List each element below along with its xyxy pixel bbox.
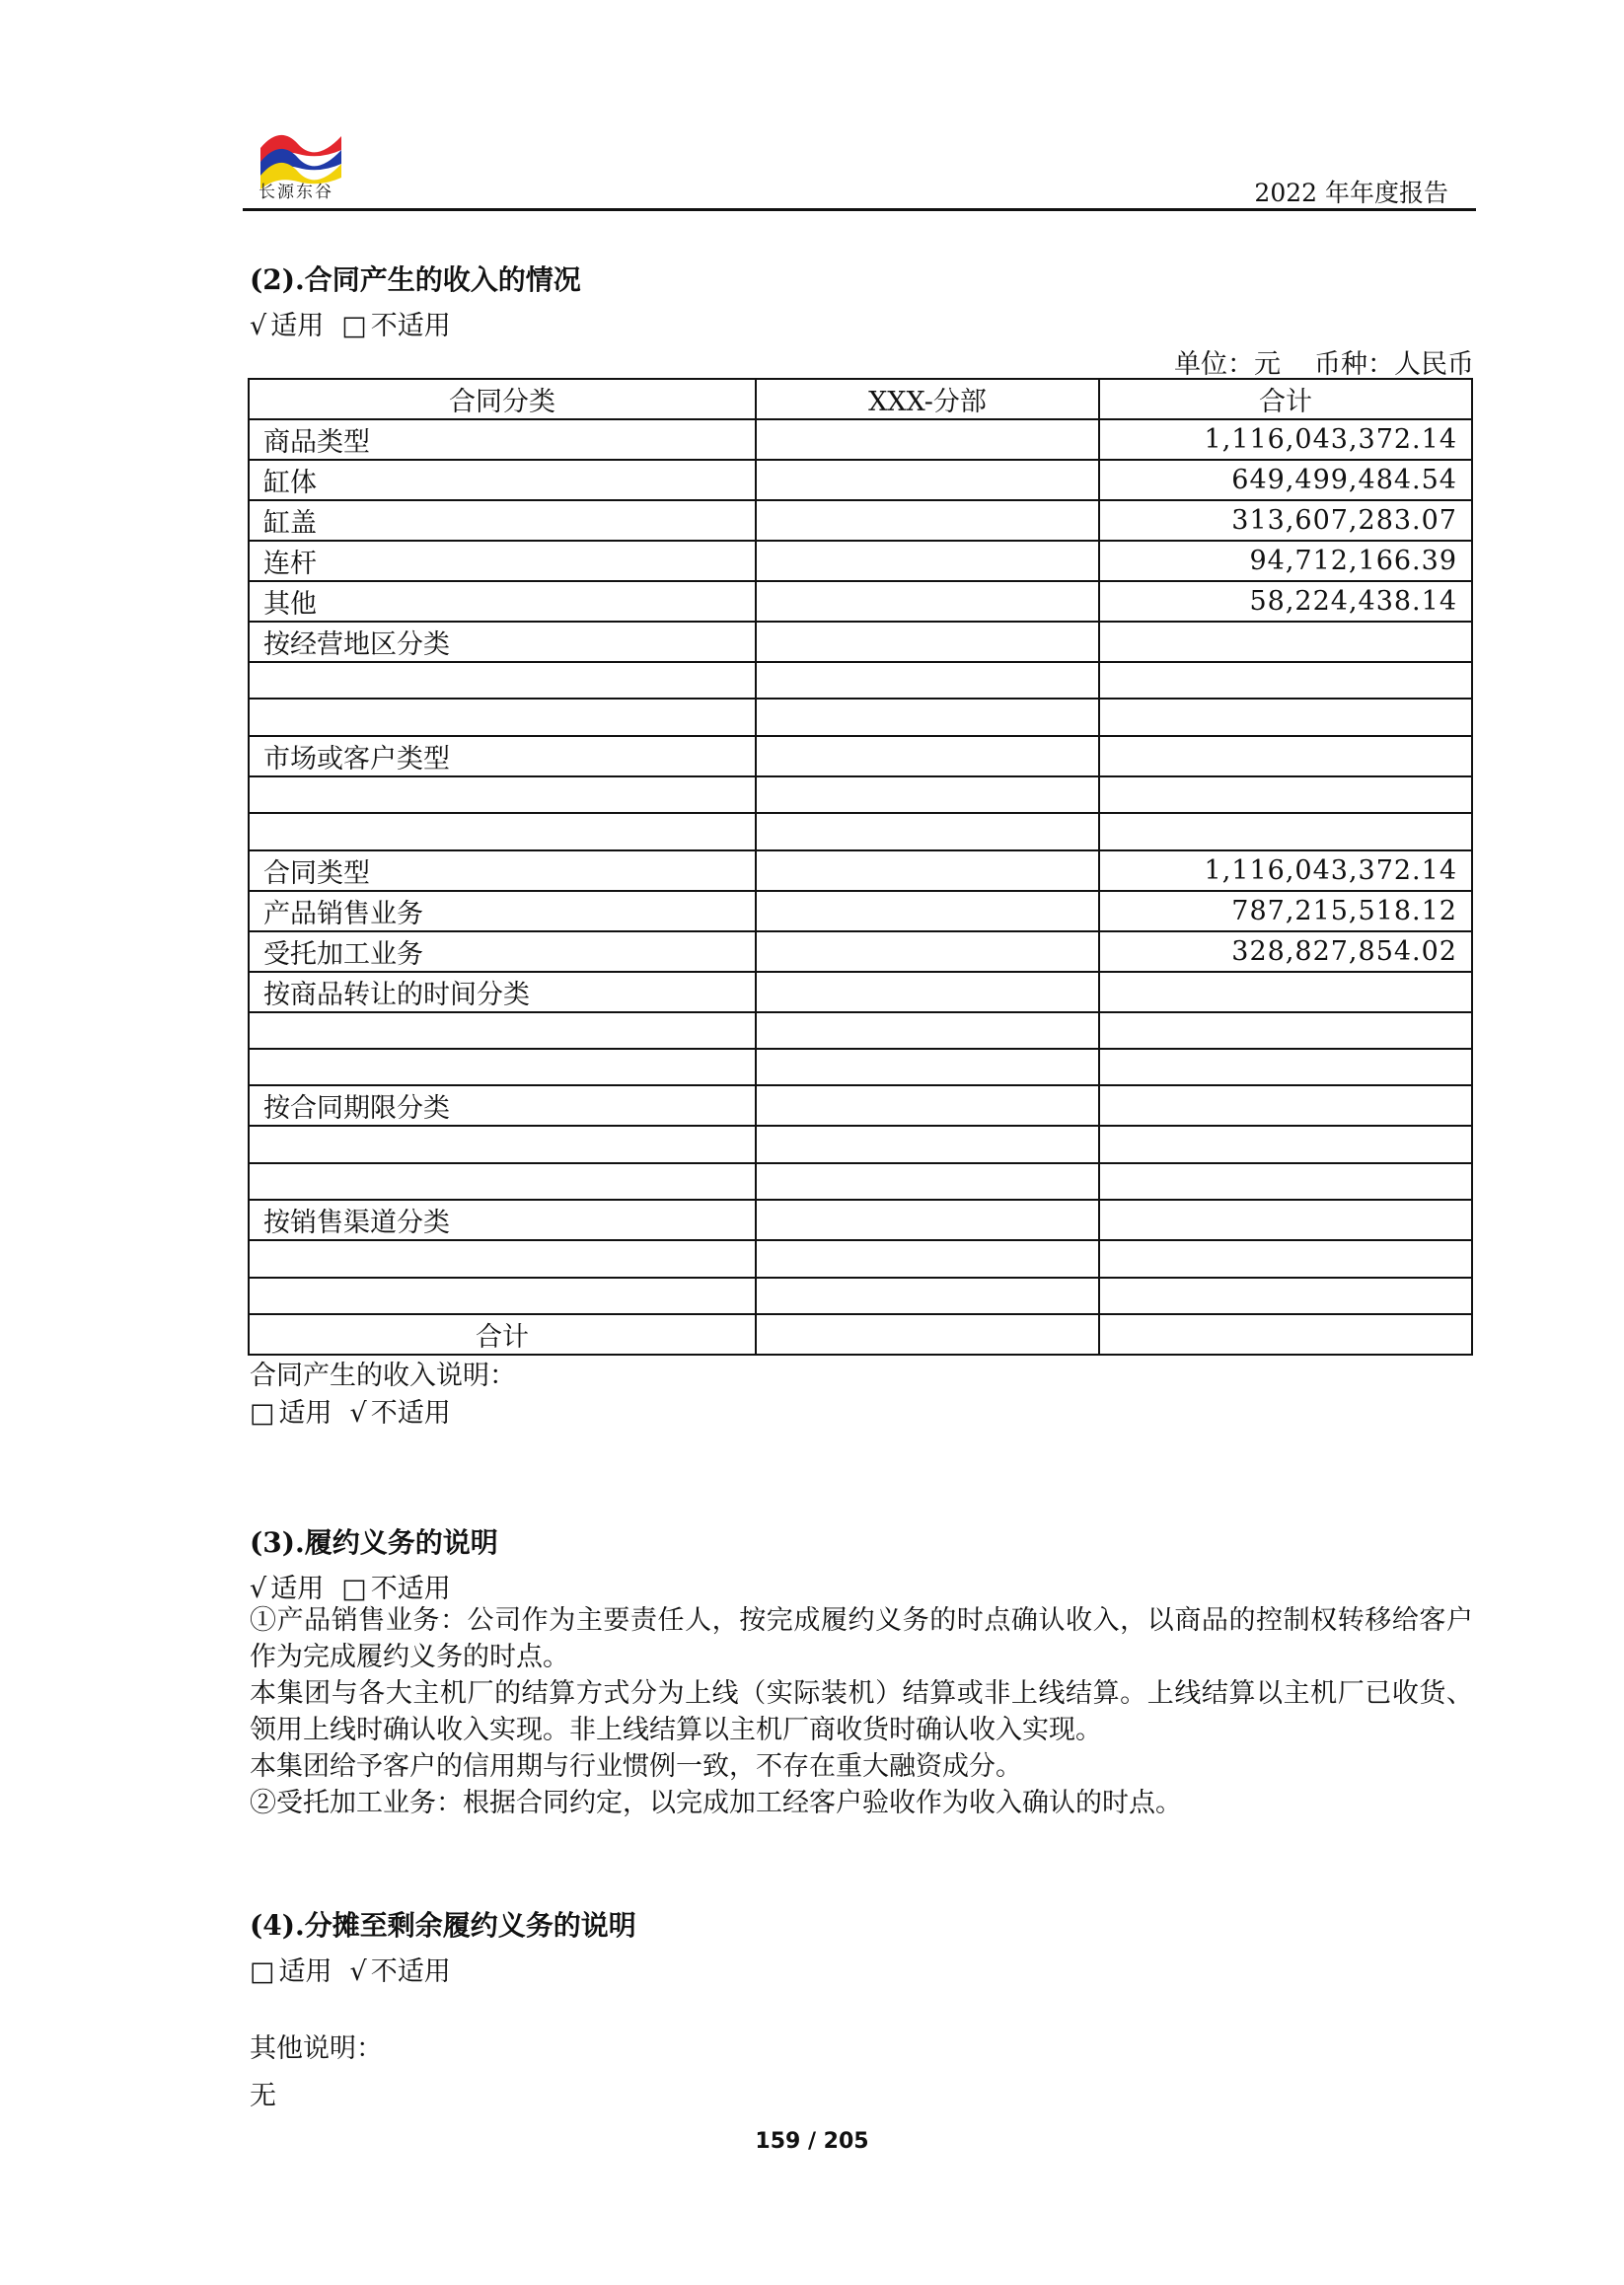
category-cell xyxy=(249,1240,756,1277)
header-cell: XXX-分部 xyxy=(756,379,1099,419)
category-cell: 受托加工业务 xyxy=(249,931,756,972)
header-cell: 合计 xyxy=(1099,379,1472,419)
segment-cell xyxy=(756,776,1099,813)
total-cell xyxy=(1099,1012,1472,1049)
total-cell xyxy=(1099,1240,1472,1277)
category-cell: 产品销售业务 xyxy=(249,891,756,931)
total-cell: 787,215,518.12 xyxy=(1099,891,1472,931)
other-notes-value: 无 xyxy=(250,2081,276,2111)
category-cell xyxy=(249,1278,756,1314)
total-cell xyxy=(1099,736,1472,776)
table-row xyxy=(249,850,1472,891)
applicable-label: 适用 xyxy=(278,1398,332,1429)
category-cell: 连杆 xyxy=(249,541,756,581)
table-row xyxy=(249,813,1472,849)
table-row xyxy=(249,776,1472,813)
category-cell xyxy=(249,1049,756,1085)
category-cell: 按销售渠道分类 xyxy=(249,1200,756,1240)
segment-cell xyxy=(756,931,1099,972)
segment-cell xyxy=(756,500,1099,541)
checkbox-empty: □ xyxy=(250,1956,275,1987)
segment-cell xyxy=(756,1200,1099,1240)
total-cell xyxy=(1099,1278,1472,1314)
category-cell: 缸盖 xyxy=(249,500,756,541)
category-cell xyxy=(249,699,756,735)
segment-cell xyxy=(756,850,1099,891)
revenue-note-applicable xyxy=(250,1391,451,1430)
table-row xyxy=(249,1314,1472,1355)
total-cell: 1,116,043,372.14 xyxy=(1099,419,1472,460)
section3-title: (3).履约义务的说明 xyxy=(250,1526,498,1559)
paragraph: ①产品销售业务：公司作为主要责任人，按完成履约义务的时点确认收入，以商品的控制权转移给客户作为完成履约义务的时点。 xyxy=(250,1605,1473,1672)
revenue-note-label: 合同产生的收入说明： xyxy=(250,1361,516,1391)
table-row xyxy=(249,972,1472,1012)
segment-cell xyxy=(756,1126,1099,1162)
other-notes-label: 其他说明： xyxy=(250,2033,383,2064)
total-cell: 649,499,484.54 xyxy=(1099,460,1472,500)
table-row xyxy=(249,419,1472,460)
total-cell xyxy=(1099,1314,1472,1355)
total-cell xyxy=(1099,1085,1472,1126)
table-row xyxy=(249,1049,1472,1085)
table-row xyxy=(249,1085,1472,1126)
category-cell: 按商品转让的时间分类 xyxy=(249,972,756,1012)
not-applicable-label: 不适用 xyxy=(370,1398,451,1429)
segment-cell xyxy=(756,1278,1099,1314)
table-row xyxy=(249,1126,1472,1162)
header-cell: 合同分类 xyxy=(249,379,756,419)
page-number: 159 / 205 xyxy=(755,2129,869,2154)
category-cell xyxy=(249,1126,756,1162)
segment-cell xyxy=(756,622,1099,662)
segment-cell xyxy=(756,1240,1099,1277)
segment-cell xyxy=(756,460,1099,500)
paragraph: ②受托加工业务：根据合同约定，以完成加工经客户验收作为收入确认的时点。 xyxy=(250,1788,1182,1818)
segment-cell xyxy=(756,419,1099,460)
table-row xyxy=(249,891,1472,931)
paragraph: 本集团给予客户的信用期与行业惯例一致，不存在重大融资成分。 xyxy=(250,1751,1022,1782)
category-cell: 按合同期限分类 xyxy=(249,1085,756,1126)
segment-cell xyxy=(756,1049,1099,1085)
logo-text: 长源东谷 xyxy=(258,183,333,202)
total-cell: 94,712,166.39 xyxy=(1099,541,1472,581)
segment-cell xyxy=(756,541,1099,581)
category-cell: 其他 xyxy=(249,581,756,622)
not-applicable-label: 不适用 xyxy=(370,1956,451,1987)
segment-cell xyxy=(756,1012,1099,1049)
category-cell xyxy=(249,1163,756,1200)
total-cell xyxy=(1099,622,1472,662)
applicable-label: 适用 xyxy=(270,1574,325,1604)
not-applicable-label: 不适用 xyxy=(370,1574,451,1604)
segment-cell xyxy=(756,581,1099,622)
checkbox-empty: □ xyxy=(341,1574,367,1604)
segment-cell xyxy=(756,813,1099,849)
check-mark: √ xyxy=(250,1574,267,1604)
category-cell: 合计 xyxy=(249,1314,756,1355)
total-cell xyxy=(1099,1049,1472,1085)
checkbox-empty: □ xyxy=(341,311,367,341)
check-mark: √ xyxy=(349,1956,367,1987)
total-cell: 1,116,043,372.14 xyxy=(1099,850,1472,891)
category-cell: 缸体 xyxy=(249,460,756,500)
segment-cell xyxy=(756,662,1099,699)
report-title: 2022 年年度报告 xyxy=(1254,179,1448,207)
not-applicable-label: 不适用 xyxy=(370,311,451,341)
category-cell xyxy=(249,776,756,813)
total-cell xyxy=(1099,1200,1472,1240)
section3-body xyxy=(250,1602,1473,1821)
segment-cell xyxy=(756,736,1099,776)
category-cell: 商品类型 xyxy=(249,419,756,460)
total-cell: 313,607,283.07 xyxy=(1099,500,1472,541)
category-cell xyxy=(249,1012,756,1049)
category-cell xyxy=(249,813,756,849)
category-cell: 市场或客户类型 xyxy=(249,736,756,776)
table-row xyxy=(249,1240,1472,1277)
table-row xyxy=(249,541,1472,581)
total-cell xyxy=(1099,813,1472,849)
table-header-row xyxy=(249,379,1472,419)
section2-applicable xyxy=(250,304,451,342)
segment-cell xyxy=(756,1163,1099,1200)
table-row xyxy=(249,699,1472,735)
table-row xyxy=(249,1278,1472,1314)
total-cell xyxy=(1099,776,1472,813)
total-cell: 58,224,438.14 xyxy=(1099,581,1472,622)
table-row xyxy=(249,500,1472,541)
header-divider xyxy=(243,208,1476,211)
total-cell xyxy=(1099,662,1472,699)
table-row xyxy=(249,460,1472,500)
total-cell xyxy=(1099,1126,1472,1162)
paragraph: 本集团与各大主机厂的结算方式分为上线（实际装机）结算或非上线结算。上线结算以主机厂已收货、领用上线时确认收入实现。非上线结算以主机厂商收货时确认收入实现。 xyxy=(250,1678,1473,1745)
section3-applicable xyxy=(250,1567,451,1605)
segment-cell xyxy=(756,891,1099,931)
table-row xyxy=(249,1012,1472,1049)
contract-revenue-table xyxy=(248,378,1473,1356)
category-cell xyxy=(249,662,756,699)
currency-label: 币种：人民币 xyxy=(1314,349,1474,380)
total-cell: 328,827,854.02 xyxy=(1099,931,1472,972)
table-row xyxy=(249,622,1472,662)
segment-cell xyxy=(756,972,1099,1012)
table-row xyxy=(249,581,1472,622)
applicable-label: 适用 xyxy=(278,1956,332,1987)
segment-cell xyxy=(756,699,1099,735)
section4-title: (4).分摊至剩余履约义务的说明 xyxy=(250,1909,636,1942)
unit-label: 单位：元 xyxy=(1174,349,1281,380)
section2-title: (2).合同产生的收入的情况 xyxy=(250,263,581,296)
table-row xyxy=(249,1200,1472,1240)
applicable-label: 适用 xyxy=(270,311,325,341)
checkbox-empty: □ xyxy=(250,1398,275,1429)
unit-currency xyxy=(1174,342,1474,381)
segment-cell xyxy=(756,1085,1099,1126)
section4-applicable xyxy=(250,1950,451,1988)
check-mark: √ xyxy=(250,311,267,341)
segment-cell xyxy=(756,1314,1099,1355)
category-cell: 按经营地区分类 xyxy=(249,622,756,662)
check-mark: √ xyxy=(349,1398,367,1429)
table-row xyxy=(249,662,1472,699)
table-row xyxy=(249,736,1472,776)
table-row xyxy=(249,931,1472,972)
total-cell xyxy=(1099,1163,1472,1200)
category-cell: 合同类型 xyxy=(249,850,756,891)
table-row xyxy=(249,1163,1472,1200)
total-cell xyxy=(1099,699,1472,735)
total-cell xyxy=(1099,972,1472,1012)
